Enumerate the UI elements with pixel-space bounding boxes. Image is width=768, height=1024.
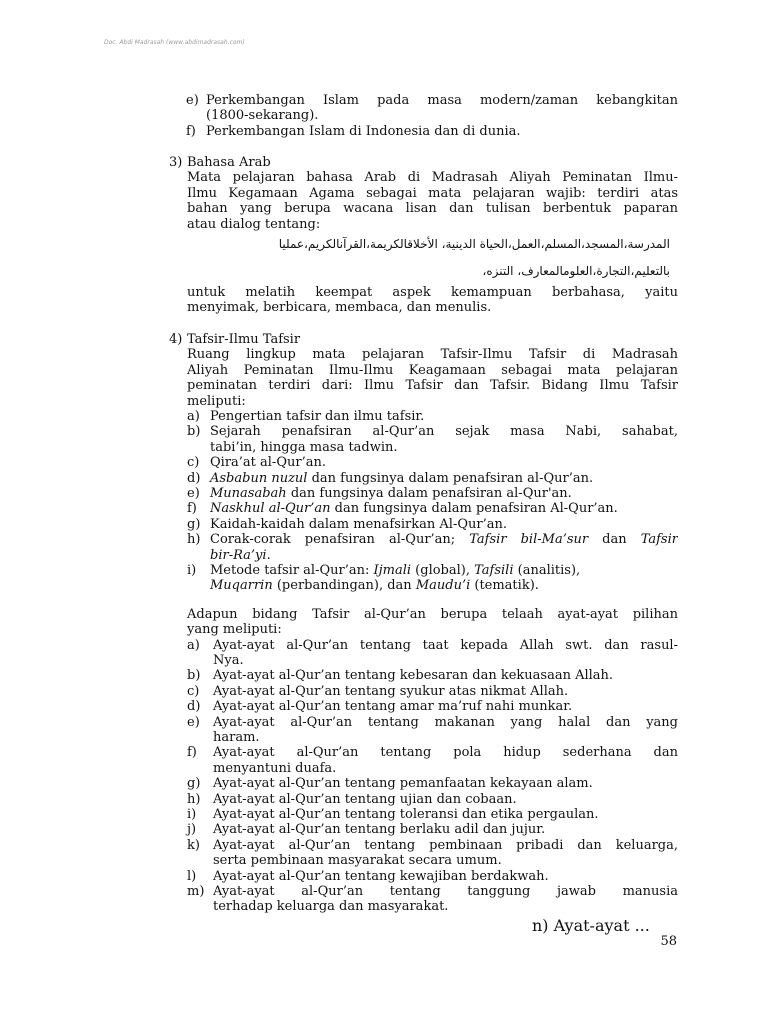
sejarah-item-line: (1800-sekarang). (206, 108, 319, 124)
tafsir-item-line: Ayat-ayat al-Qur’an tentang amar ma’ruf nahi munkar. (213, 699, 573, 715)
list-marker: e) (187, 486, 200, 501)
paragraph-line: Ilmu Kegamaan Agama sebagai mata pelajaran wajib: terdiri atas (187, 185, 678, 201)
paragraph-line: peminatan terdiri dari: Ilmu Tafsir dan Tafsir. Bidang Ilmu Tafsir (187, 378, 678, 394)
list-marker: d) (187, 699, 201, 715)
paragraph-line: atau dialog tentang: (187, 216, 321, 232)
text-run: dan fungsinya dalam penafsiran Al-Qur’an. (330, 501, 618, 517)
list-marker: a) (187, 637, 200, 653)
tafsir-item-line: serta pembinaan masyarakat secara umum. (213, 853, 502, 869)
italic-term: Asbabun nuzul (210, 470, 308, 486)
italic-term: Tafsir (640, 532, 678, 548)
list-marker: a) (187, 409, 200, 424)
tafsir-item-line: Ayat-ayat al-Qur’an tentang pola hidup sederhana dan (213, 745, 678, 761)
list-marker: 4) (169, 332, 183, 347)
text-run: (perbandingan), dan (272, 578, 416, 594)
ilmu-tafsir-item (210, 424, 678, 439)
list-marker: d) (187, 470, 201, 486)
section-title: Tafsir-Ilmu Tafsir (187, 332, 301, 347)
list-marker: j) (187, 822, 197, 838)
tafsir-item-line: Ayat-ayat al-Qur’an tentang pembinaan pribadi dan keluarga, (213, 837, 678, 853)
list-marker: h) (187, 532, 201, 548)
list-marker: b) (187, 668, 201, 684)
text-run: . (266, 547, 271, 563)
italic-term: bir-Ra’yi (210, 547, 267, 563)
paragraph-line: yang meliputi: (187, 622, 282, 638)
tafsir-item-line: Ayat-ayat al-Qur’an tentang makanan yang halal dan yang (213, 714, 678, 730)
list-marker: 3) (169, 155, 183, 170)
list-marker: e) (186, 93, 199, 108)
ilmu-tafsir-item (210, 532, 678, 547)
arabic-text: بالتعليم،التجارة،العلومالمعارف، التنزه، (482, 264, 670, 278)
paragraph-line: Mata pelajaran bahasa Arab di Madrasah Aliyah Peminatan Ilmu- (187, 170, 678, 186)
text-run: dan (588, 532, 641, 548)
tafsir-item-line: Ayat-ayat al-Qur’an tentang ujian dan cobaan. (213, 791, 517, 807)
text-run: dan fungsinya dalam penafsiran al-Qur’an. (307, 470, 594, 486)
paragraph-line: untuk melatih keempat aspek kemampuan berbahasa, yaitu (187, 285, 678, 300)
list-marker: f) (187, 745, 197, 761)
arabic-text: المدرسة،المسجد،المسلم،العمل،الحياة الدينية، الأخلاقالكريمة،القرآنالكريم،عمليا (278, 237, 670, 251)
tafsir-item-line: Nya. (213, 653, 244, 668)
list-marker: i) (187, 807, 197, 822)
text-run: Pengertian tafsir dan ilmu tafsir. (210, 409, 425, 424)
list-marker: l) (187, 868, 197, 884)
list-marker: g) (187, 776, 201, 792)
italic-term: Munasabah (210, 486, 287, 501)
paragraph-line: Aliyah Peminatan Ilmu-Ilmu Keagamaan sebagai mata pelajaran (187, 362, 678, 378)
list-marker: c) (187, 683, 200, 699)
italic-term: Tafsir bil-Ma’sur (469, 532, 589, 548)
paragraph-line: meliputi: (187, 393, 246, 409)
list-marker: g) (187, 516, 201, 532)
ilmu-tafsir-item-cont (210, 578, 539, 593)
list-marker: b) (187, 424, 201, 440)
ilmu-tafsir-item-cont (210, 548, 271, 563)
ilmu-tafsir-item (210, 471, 593, 486)
continuation-text: n) Ayat-ayat ... (532, 916, 650, 935)
text-run: (tematik). (470, 578, 539, 594)
ilmu-tafsir-item (210, 455, 326, 470)
text-run: Qira’at al-Qur’an. (210, 455, 326, 471)
italic-term: Muqarrin (210, 578, 273, 594)
list-marker: e) (187, 714, 200, 730)
tafsir-item-line: Ayat-ayat al-Qur’an tentang pemanfaatan kekayaan alam. (213, 776, 593, 792)
italic-term: Naskhul al-Qur’an (210, 501, 331, 517)
sejarah-item-line: Perkembangan Islam pada masa modern/zaman kebangkitan (206, 93, 678, 108)
ilmu-tafsir-item (210, 486, 572, 501)
tafsir-item-line: Ayat-ayat al-Qur’an tentang kebesaran dan kekuasaan Allah. (213, 668, 614, 684)
text-run: Corak-corak penafsiran al-Qur’an; (210, 532, 470, 548)
text-run: Kaidah-kaidah dalam menafsirkan Al-Qur’an. (210, 516, 507, 532)
italic-term: Tafsili (474, 563, 514, 578)
tafsir-item-line: menyantuni duafa. (213, 760, 337, 776)
italic-term: Ijmali (373, 563, 412, 578)
tafsir-item-line: Ayat-ayat al-Qur’an tentang toleransi dan etika pergaulan. (213, 807, 599, 822)
tafsir-item-line: Ayat-ayat al-Qur’an tentang kewajiban berdakwah. (213, 868, 549, 884)
ilmu-tafsir-item (210, 501, 618, 516)
tafsir-item-line: Ayat-ayat al-Qur’an tentang berlaku adil dan jujur. (213, 822, 546, 838)
ilmu-tafsir-item-cont: tabi’in, hingga masa tadwin. (210, 439, 398, 455)
document-header: Doc. Abdi Madrasah (www.abdimadrasah.com) (104, 39, 245, 46)
ilmu-tafsir-item (210, 563, 580, 578)
text-run: Sejarah penafsiran al-Qur’an sejak masa Nabi, sahabat, (210, 424, 678, 440)
text-run: (analitis), (513, 563, 581, 578)
ilmu-tafsir-item (210, 517, 507, 532)
list-marker: h) (187, 791, 201, 807)
section-title: Bahasa Arab (187, 155, 271, 170)
paragraph-line: Adapun bidang Tafsir al-Qur’an berupa telaah ayat-ayat pilihan (187, 606, 678, 622)
italic-term: Maudu’i (415, 578, 471, 594)
tafsir-item-line: Ayat-ayat al-Qur’an tentang tanggung jawab manusia (213, 884, 678, 899)
list-marker: c) (187, 455, 200, 471)
list-marker: i) (187, 563, 197, 578)
sejarah-item-line: Perkembangan Islam di Indonesia dan di dunia. (206, 123, 521, 139)
tafsir-item-line: haram. (213, 730, 260, 745)
tafsir-item-line: Ayat-ayat al-Qur’an tentang taat kepada Allah swt. dan rasul- (213, 637, 678, 653)
list-marker: m) (187, 884, 205, 899)
list-marker: f) (186, 123, 196, 139)
page-number: 58 (660, 934, 677, 949)
text-run: Metode tafsir al-Qur’an: (210, 563, 374, 578)
text-run: (global), (411, 563, 475, 578)
text-run: dan fungsinya dalam penafsiran al-Qur'an. (286, 486, 572, 501)
tafsir-item-line: terhadap keluarga dan masyarakat. (213, 899, 449, 915)
paragraph-line: menyimak, berbicara, membaca, dan menulis. (187, 300, 492, 316)
ilmu-tafsir-item (210, 409, 424, 424)
paragraph-line: bahan yang berupa wacana lisan dan tulisan berbentuk paparan (187, 201, 678, 217)
list-marker: k) (187, 837, 200, 853)
list-marker: f) (187, 501, 197, 517)
tafsir-item-line: Ayat-ayat al-Qur’an tentang syukur atas nikmat Allah. (213, 683, 569, 699)
paragraph-line: Ruang lingkup mata pelajaran Tafsir-Ilmu Tafsir di Madrasah (187, 347, 678, 363)
